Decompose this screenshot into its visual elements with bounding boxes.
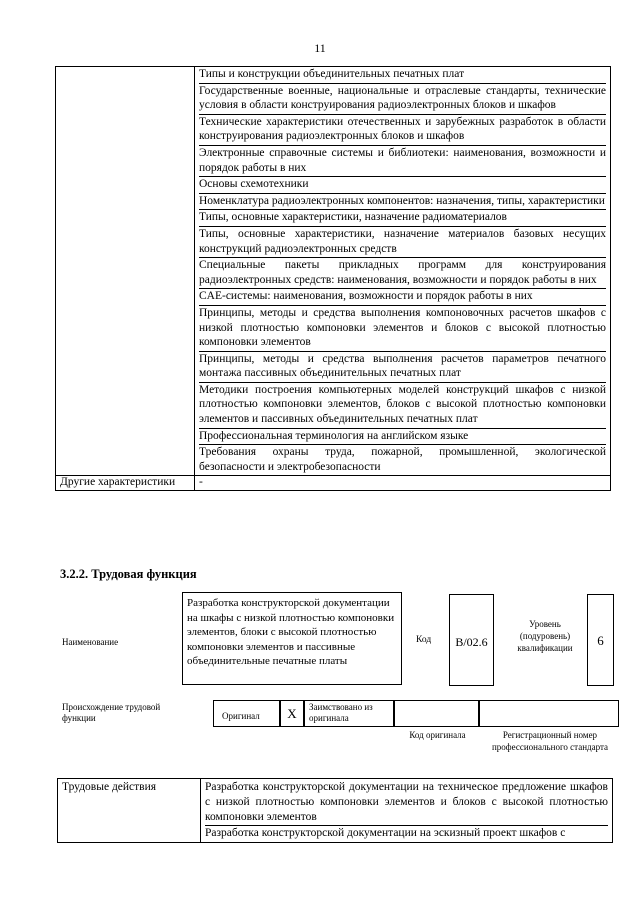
- origin-original-label: Оригинал: [213, 700, 280, 727]
- origin-reg-cell: [479, 700, 619, 727]
- code-value: B/02.6: [449, 594, 494, 686]
- knowledge-list: [195, 67, 611, 476]
- knowledge-item: Типы, основные характеристики, назначение материалов базовых несущих конструкций радиоэлектронных средств: [199, 227, 606, 258]
- knowledge-item: Типы и конструкции объединительных печатных плат: [199, 67, 606, 84]
- function-name-label: Наименование: [62, 637, 119, 647]
- knowledge-item: CAE-системы: наименования, возможности и порядок работы в них: [199, 289, 606, 306]
- action-item: Разработка конструкторской документации на техническое предложение шкафов с низкой плотностью компоновки элементов и блоков с высокой плотностью компоновки элементов: [205, 780, 608, 826]
- knowledge-item: Профессиональная терминология на английском языке: [199, 429, 606, 446]
- knowledge-item: Требования охраны труда, пожарной, промышленной, экологической безопасности и электробезопасности: [199, 446, 606, 473]
- knowledge-item: Государственные военные, национальные и отраслевые стандарты, технические условия в области конструирования радиоэлектронных блоков и шкафов: [199, 84, 606, 115]
- level-value: 6: [587, 594, 614, 686]
- origin-mark: X: [280, 700, 304, 727]
- knowledge-table: [55, 66, 611, 491]
- knowledge-item: Электронные справочные системы и библиотеки: наименования, возможности и порядок работы в них: [199, 146, 606, 177]
- caption-code-original: Код оригинала: [409, 730, 466, 740]
- knowledge-item: Принципы, методы и средства выполнения расчетов параметров печатного монтажа пассивных объединительных печатных плат: [199, 352, 606, 383]
- knowledge-item: Специальные пакеты прикладных программ для конструирования радиоэлектронных средств: наименования, возможности и порядок работы в них: [199, 258, 606, 289]
- other-characteristics-label: Другие характеристики: [56, 476, 195, 491]
- knowledge-item: Технические характеристики отечественных и зарубежных разработок в области конструирования радиоэлектронных блоков и шкафов: [199, 115, 606, 146]
- actions-table: [57, 778, 613, 843]
- knowledge-item: Методики построения компьютерных моделей конструкций шкафов с низкой плотностью компоновки элементов, блоков с высокой плотностью компоновки элементов и пассивных объединительных печатных плат: [199, 383, 606, 429]
- section-heading: 3.2.2. Трудовая функция: [60, 567, 197, 581]
- actions-list: [201, 779, 613, 843]
- actions-label: Трудовые действия: [58, 779, 201, 843]
- caption-reg-number: Регистрационный номер профессионального стандарта: [491, 730, 609, 752]
- code-label: Код: [416, 635, 432, 645]
- origin-label: Происхождение трудовой функции: [62, 702, 161, 723]
- page-number: 11: [314, 41, 326, 55]
- knowledge-item: Основы схемотехники: [199, 177, 606, 194]
- origin-borrowed-label: Заимствовано из оригинала: [304, 700, 394, 727]
- origin-code-cell: [394, 700, 479, 727]
- knowledge-label-cell: [56, 67, 195, 476]
- function-name-value: Разработка конструкторской документации на шкафы с низкой плотностью компоновки элементов, блоки с высокой плотностью компоновки элементов и пассивные объединительные печатные платы: [182, 592, 402, 685]
- knowledge-item: Типы, основные характеристики, назначение радиоматериалов: [199, 210, 606, 227]
- action-item: Разработка конструкторской документации на эскизный проект шкафов с: [205, 827, 566, 839]
- knowledge-item: Номенклатура радиоэлектронных компонентов: назначения, типы, характеристики: [199, 194, 606, 211]
- knowledge-item: Принципы, методы и средства выполнения компоновочных расчетов шкафов с низкой плотностью компоновки элементов и блоков с высокой плотностью компоновки элементов: [199, 306, 606, 352]
- level-label: Уровень (подуровень) квалификации: [517, 619, 573, 653]
- other-characteristics-value: -: [195, 476, 611, 491]
